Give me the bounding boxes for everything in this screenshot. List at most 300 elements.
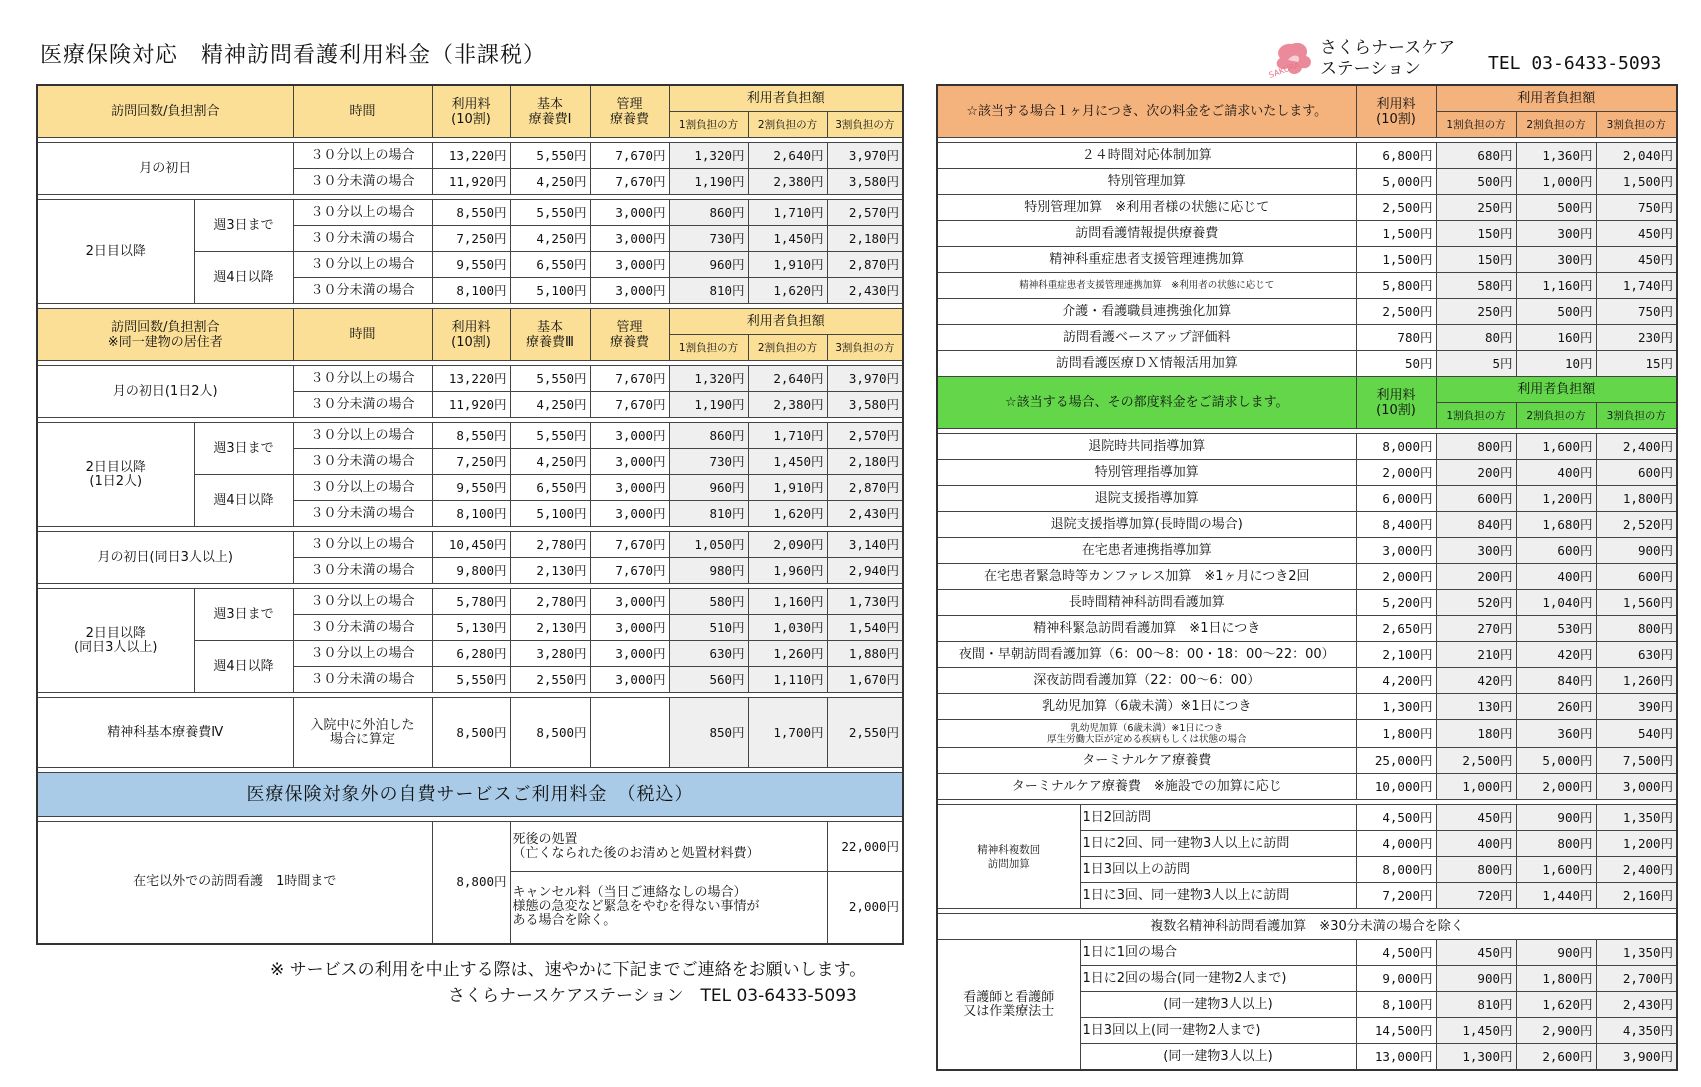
basic4-base: 8,500円 xyxy=(510,698,590,768)
mgmt-value: 3,000円 xyxy=(590,501,669,527)
burden-1-value: 1,190円 xyxy=(669,392,748,418)
burden-2-value: 360円 xyxy=(1516,720,1596,748)
fee-value: 5,780円 xyxy=(432,589,510,615)
burden-2-value: 1,960円 xyxy=(748,558,827,584)
group-day2-a: 2日目以降 xyxy=(37,200,194,304)
burden-1-value: 560円 xyxy=(669,667,748,693)
time-label: ３０分未満の場合 xyxy=(293,392,432,418)
burden-2-value: 2,640円 xyxy=(748,366,827,392)
burden-1-value: 630円 xyxy=(669,641,748,667)
fee-value: 5,550円 xyxy=(432,667,510,693)
base-value: 2,130円 xyxy=(510,615,590,641)
fee-item-label: 1日に2回、同一建物3人以上に訪問 xyxy=(1080,831,1356,857)
burden-2-value: 500円 xyxy=(1516,195,1596,221)
time-label: ３０分未満の場合 xyxy=(293,501,432,527)
burden-2-value: 2,380円 xyxy=(748,169,827,195)
burden-3-value: 2,180円 xyxy=(827,449,903,475)
base-value: 4,250円 xyxy=(510,392,590,418)
header-time-2: 時間 xyxy=(293,309,432,361)
burden-2-value: 1,160円 xyxy=(1516,273,1596,299)
burden-1-value: 860円 xyxy=(669,423,748,449)
time-label: ３０分未満の場合 xyxy=(293,226,432,252)
base-value: 5,550円 xyxy=(510,423,590,449)
burden-1-value: 180円 xyxy=(1436,720,1516,748)
burden-3-value: 450円 xyxy=(1596,221,1677,247)
base-value: 2,130円 xyxy=(510,558,590,584)
burden-2-value: 500円 xyxy=(1516,299,1596,325)
burden-1-value: 1,300円 xyxy=(1436,1044,1516,1071)
burden-1-value: 580円 xyxy=(1436,273,1516,299)
burden-3-value: 800円 xyxy=(1596,616,1677,642)
burden-3-value: 2,430円 xyxy=(827,278,903,304)
section-fee-header-monthly: 利用料 (10割) xyxy=(1356,85,1436,138)
burden-1-value: 860円 xyxy=(669,200,748,226)
mgmt-value: 3,000円 xyxy=(590,226,669,252)
fee-value: 1,800円 xyxy=(1356,720,1436,748)
section-b3-header-monthly: 3割負担の方 xyxy=(1596,112,1677,138)
left-fee-table xyxy=(36,84,904,945)
burden-3-value: 1,560円 xyxy=(1596,590,1677,616)
burden-2-value: 400円 xyxy=(1516,564,1596,590)
burden-1-value: 510円 xyxy=(669,615,748,641)
fee-value: 780円 xyxy=(1356,325,1436,351)
brand-tel: TEL 03-6433-5093 xyxy=(1488,53,1662,74)
basic4-b2: 1,700円 xyxy=(748,698,827,768)
burden-1-value: 210円 xyxy=(1436,642,1516,668)
time-label: ３０分以上の場合 xyxy=(293,143,432,169)
burden-1-value: 520円 xyxy=(1436,590,1516,616)
mgmt-value: 3,000円 xyxy=(590,667,669,693)
burden-2-value: 1,910円 xyxy=(748,475,827,501)
burden-3-value: 1,880円 xyxy=(827,641,903,667)
svg-text:SAKURA: SAKURA xyxy=(1267,60,1302,80)
burden-3-value: 390円 xyxy=(1596,694,1677,720)
burden-3-value: 2,870円 xyxy=(827,252,903,278)
header-b2-2: 2割負担の方 xyxy=(748,335,827,361)
burden-2-value: 2,640円 xyxy=(748,143,827,169)
burden-2-value: 10円 xyxy=(1516,351,1596,377)
burden-1-value: 810円 xyxy=(669,501,748,527)
fee-value: 4,000円 xyxy=(1356,831,1436,857)
mgmt-value: 3,000円 xyxy=(590,615,669,641)
burden-2-value: 1,260円 xyxy=(748,641,827,667)
burden-3-value: 2,520円 xyxy=(1596,512,1677,538)
burden-2-value: 1,040円 xyxy=(1516,590,1596,616)
brand-name xyxy=(1320,38,1455,80)
burden-1-value: 810円 xyxy=(1436,992,1516,1018)
header-mgmt-1: 管理 療養費 xyxy=(590,85,669,138)
fee-item-label: (同一建物3人以上) xyxy=(1080,992,1356,1018)
fee-value: 10,000円 xyxy=(1356,774,1436,800)
fee-item-label: 特別管理指導加算 xyxy=(937,460,1356,486)
base-value: 5,550円 xyxy=(510,143,590,169)
burden-2-value: 900円 xyxy=(1516,805,1596,831)
burden-1-value: 150円 xyxy=(1436,247,1516,273)
note-line-1: ※ サービスの利用を中止する際は、速やかに下記までご連絡をお願いします。 xyxy=(270,960,867,980)
time-label: ３０分未満の場合 xyxy=(293,615,432,641)
burden-2-value: 1,800円 xyxy=(1516,966,1596,992)
burden-2-value: 1,710円 xyxy=(748,423,827,449)
burden-3-value: 1,200円 xyxy=(1596,831,1677,857)
time-label: ３０分以上の場合 xyxy=(293,423,432,449)
fee-value: 4,500円 xyxy=(1356,940,1436,966)
time-label: ３０分以上の場合 xyxy=(293,475,432,501)
burden-3-value: 1,500円 xyxy=(1596,169,1677,195)
burden-3-value: 750円 xyxy=(1596,299,1677,325)
group-first-day-c: 月の初日(同日3人以上) xyxy=(37,532,293,584)
notes xyxy=(270,957,866,1009)
mgmt-value: 3,000円 xyxy=(590,449,669,475)
burden-3-value: 1,540円 xyxy=(827,615,903,641)
burden-1-value: 980円 xyxy=(669,558,748,584)
group-first-day-b: 月の初日(1日2人) xyxy=(37,366,293,418)
base-value: 5,550円 xyxy=(510,366,590,392)
base-value: 4,250円 xyxy=(510,449,590,475)
burden-2-value: 160円 xyxy=(1516,325,1596,351)
burden-2-value: 1,360円 xyxy=(1516,143,1596,169)
mgmt-value: 3,000円 xyxy=(590,475,669,501)
base-value: 6,550円 xyxy=(510,252,590,278)
base-value: 2,550円 xyxy=(510,667,590,693)
burden-3-value: 450円 xyxy=(1596,247,1677,273)
self-pay-fee: 8,800円 xyxy=(432,822,510,944)
burden-1-value: 200円 xyxy=(1436,460,1516,486)
section-burden-header-each: 利用者負担額 xyxy=(1436,377,1677,403)
fee-value: 14,500円 xyxy=(1356,1018,1436,1044)
fee-value: 9,550円 xyxy=(432,475,510,501)
burden-2-value: 600円 xyxy=(1516,538,1596,564)
self-pay-item2-fee: 2,000円 xyxy=(827,872,903,944)
header-visit-2: 訪問回数/負担割合 ※同一建物の居住者 xyxy=(37,309,293,361)
fee-value: 6,280円 xyxy=(432,641,510,667)
mgmt-value: 3,000円 xyxy=(590,641,669,667)
fee-value: 10,450円 xyxy=(432,532,510,558)
burden-2-value: 2,090円 xyxy=(748,532,827,558)
brand-name-line2: ステーション xyxy=(1320,59,1421,79)
burden-1-value: 840円 xyxy=(1436,512,1516,538)
fee-value: 9,550円 xyxy=(432,252,510,278)
brand-name-line1: さくらナースケア xyxy=(1320,38,1456,58)
basic4-time: 入院中に外泊した 場合に算定 xyxy=(293,698,432,768)
burden-1-value: 2,500円 xyxy=(1436,748,1516,774)
fee-value: 13,000円 xyxy=(1356,1044,1436,1071)
mgmt-value: 7,670円 xyxy=(590,392,669,418)
burden-2-value: 1,000円 xyxy=(1516,169,1596,195)
burden-1-value: 1,320円 xyxy=(669,143,748,169)
fee-item-label: (同一建物3人以上) xyxy=(1080,1044,1356,1071)
burden-2-value: 2,000円 xyxy=(1516,774,1596,800)
fee-value: 2,650円 xyxy=(1356,616,1436,642)
fee-item-label: ２４時間対応体制加算 xyxy=(937,143,1356,169)
burden-3-value: 2,940円 xyxy=(827,558,903,584)
fee-value: 4,500円 xyxy=(1356,805,1436,831)
burden-3-value: 1,800円 xyxy=(1596,486,1677,512)
burden-2-value: 1,160円 xyxy=(748,589,827,615)
section-b3-header-each: 3割負担の方 xyxy=(1596,403,1677,429)
burden-3-value: 15円 xyxy=(1596,351,1677,377)
burden-3-value: 3,970円 xyxy=(827,143,903,169)
base-value: 5,550円 xyxy=(510,200,590,226)
multi-visit-group: 精神科複数回 訪問加算 xyxy=(937,805,1080,909)
fee-item-label: 退院時共同指導加算 xyxy=(937,434,1356,460)
burden-3-value: 3,000円 xyxy=(1596,774,1677,800)
fee-item-label: 在宅患者緊急時等カンファレス加算 ※1ヶ月につき2回 xyxy=(937,564,1356,590)
burden-1-value: 400円 xyxy=(1436,831,1516,857)
header-burden-1: 利用者負担額 xyxy=(669,85,903,112)
group-day2-b: 2日目以降 (1日2人) xyxy=(37,423,194,527)
time-label: ３０分未満の場合 xyxy=(293,558,432,584)
self-pay-item2: キャンセル料（当日ご連絡なしの場合） 様態の急変など緊急をやむを得ない事情が ある場合を除く。 xyxy=(510,872,827,944)
burden-1-value: 130円 xyxy=(1436,694,1516,720)
fee-value: 9,800円 xyxy=(432,558,510,584)
self-pay-item1-fee: 22,000円 xyxy=(827,822,903,872)
burden-2-value: 2,900円 xyxy=(1516,1018,1596,1044)
self-pay-label: 在宅以外での訪問看護 1時間まで xyxy=(37,822,432,944)
burden-1-value: 680円 xyxy=(1436,143,1516,169)
fee-item-label: 特別管理加算 ※利用者様の状態に応じて xyxy=(937,195,1356,221)
group-w4-a: 週4日以降 xyxy=(194,252,293,304)
burden-2-value: 1,440円 xyxy=(1516,883,1596,909)
fee-value: 7,200円 xyxy=(1356,883,1436,909)
burden-1-value: 960円 xyxy=(669,252,748,278)
time-label: ３０分以上の場合 xyxy=(293,589,432,615)
page-title: 医療保険対応 精神訪問看護利用料金（非課税） xyxy=(40,43,547,68)
header-mgmt-2: 管理 療養費 xyxy=(590,309,669,361)
burden-1-value: 5円 xyxy=(1436,351,1516,377)
burden-3-value: 1,260円 xyxy=(1596,668,1677,694)
burden-3-value: 1,740円 xyxy=(1596,273,1677,299)
burden-2-value: 1,600円 xyxy=(1516,857,1596,883)
burden-3-value: 630円 xyxy=(1596,642,1677,668)
header-b3-1: 3割負担の方 xyxy=(827,112,903,138)
fee-value: 6,800円 xyxy=(1356,143,1436,169)
mgmt-value: 3,000円 xyxy=(590,423,669,449)
fee-item-label: 1日2回訪問 xyxy=(1080,805,1356,831)
burden-3-value: 2,570円 xyxy=(827,423,903,449)
base-value: 4,250円 xyxy=(510,226,590,252)
self-pay-item1: 死後の処置 （亡くなられた後のお清めと処置材料費） xyxy=(510,822,827,872)
mgmt-value: 7,670円 xyxy=(590,169,669,195)
burden-1-value: 270円 xyxy=(1436,616,1516,642)
burden-2-value: 2,380円 xyxy=(748,392,827,418)
burden-3-value: 1,350円 xyxy=(1596,940,1677,966)
section-b2-header-monthly: 2割負担の方 xyxy=(1516,112,1596,138)
time-label: ３０分以上の場合 xyxy=(293,200,432,226)
burden-1-value: 1,190円 xyxy=(669,169,748,195)
burden-2-value: 1,200円 xyxy=(1516,486,1596,512)
burden-2-value: 1,910円 xyxy=(748,252,827,278)
fee-item-label: ターミナルケア療養費 ※施設での加算に応じ xyxy=(937,774,1356,800)
burden-3-value: 4,350円 xyxy=(1596,1018,1677,1044)
fee-item-label: 長時間精神科訪問看護加算 xyxy=(937,590,1356,616)
time-label: ３０分未満の場合 xyxy=(293,449,432,475)
burden-3-value: 2,160円 xyxy=(1596,883,1677,909)
time-label: ３０分以上の場合 xyxy=(293,641,432,667)
section-title-monthly: ☆該当する場合１ヶ月につき、次の料金をご請求いたします。 xyxy=(937,85,1356,138)
fee-value: 1,500円 xyxy=(1356,247,1436,273)
fee-value: 8,400円 xyxy=(1356,512,1436,538)
fee-value: 25,000円 xyxy=(1356,748,1436,774)
fee-item-label: 精神科重症患者支援管理連携加算 ※利用者の状態に応じて xyxy=(937,273,1356,299)
burden-3-value: 600円 xyxy=(1596,564,1677,590)
burden-2-value: 1,680円 xyxy=(1516,512,1596,538)
fee-value: 8,550円 xyxy=(432,423,510,449)
group-first-day-a: 月の初日 xyxy=(37,143,293,195)
time-label: ３０分未満の場合 xyxy=(293,667,432,693)
burden-3-value: 900円 xyxy=(1596,538,1677,564)
group-day2-c: 2日目以降 (同日3人以上) xyxy=(37,589,194,693)
fee-value: 8,100円 xyxy=(1356,992,1436,1018)
burden-2-value: 1,450円 xyxy=(748,226,827,252)
fee-value: 7,250円 xyxy=(432,449,510,475)
mgmt-value: 3,000円 xyxy=(590,278,669,304)
fee-value: 9,000円 xyxy=(1356,966,1436,992)
burden-1-value: 150円 xyxy=(1436,221,1516,247)
burden-1-value: 420円 xyxy=(1436,668,1516,694)
fee-item-label: 1日3回以上の訪問 xyxy=(1080,857,1356,883)
burden-3-value: 540円 xyxy=(1596,720,1677,748)
fee-value: 5,800円 xyxy=(1356,273,1436,299)
burden-1-value: 730円 xyxy=(669,449,748,475)
plural-title: 複数名精神科訪問看護加算 ※30分未満の場合を除く xyxy=(937,914,1677,940)
burden-3-value: 2,430円 xyxy=(827,501,903,527)
header-fee-2: 利用料 (10割) xyxy=(432,309,510,361)
burden-2-value: 400円 xyxy=(1516,460,1596,486)
header-b2-1: 2割負担の方 xyxy=(748,112,827,138)
group-w4-b: 週4日以降 xyxy=(194,475,293,527)
burden-3-value: 2,870円 xyxy=(827,475,903,501)
burden-1-value: 250円 xyxy=(1436,195,1516,221)
fee-value: 11,920円 xyxy=(432,169,510,195)
right-fee-table xyxy=(936,84,1678,1071)
burden-1-value: 730円 xyxy=(669,226,748,252)
fee-item-label: 訪問看護医療ＤＸ情報活用加算 xyxy=(937,351,1356,377)
section-burden-header-monthly: 利用者負担額 xyxy=(1436,85,1677,112)
fee-value: 50円 xyxy=(1356,351,1436,377)
burden-2-value: 2,600円 xyxy=(1516,1044,1596,1071)
fee-value: 4,200円 xyxy=(1356,668,1436,694)
fee-value: 8,550円 xyxy=(432,200,510,226)
burden-1-value: 200円 xyxy=(1436,564,1516,590)
note-line-2: さくらナースケアステーション TEL 03-6433-5093 xyxy=(448,986,857,1006)
header-b1-1: 1割負担の方 xyxy=(669,112,748,138)
self-pay-title: 医療保険対象外の自費サービスご利用料金 （税込） xyxy=(37,773,903,817)
burden-3-value: 3,900円 xyxy=(1596,1044,1677,1071)
fee-item-label: 退院支援指導加算 xyxy=(937,486,1356,512)
fee-value: 5,000円 xyxy=(1356,169,1436,195)
fee-value: 1,500円 xyxy=(1356,221,1436,247)
burden-2-value: 420円 xyxy=(1516,642,1596,668)
fee-item-label: 介護・看護職員連携強化加算 xyxy=(937,299,1356,325)
header-base-1: 基本 療養費Ⅰ xyxy=(510,85,590,138)
burden-1-value: 580円 xyxy=(669,589,748,615)
basic4-b1: 850円 xyxy=(669,698,748,768)
burden-1-value: 720円 xyxy=(1436,883,1516,909)
fee-item-label: 精神科緊急訪問看護加算 ※1日につき xyxy=(937,616,1356,642)
burden-1-value: 1,000円 xyxy=(1436,774,1516,800)
burden-2-value: 1,600円 xyxy=(1516,434,1596,460)
burden-2-value: 1,710円 xyxy=(748,200,827,226)
burden-3-value: 1,670円 xyxy=(827,667,903,693)
burden-1-value: 600円 xyxy=(1436,486,1516,512)
fee-value: 7,250円 xyxy=(432,226,510,252)
fee-item-label: ターミナルケア療養費 xyxy=(937,748,1356,774)
burden-3-value: 7,500円 xyxy=(1596,748,1677,774)
base-value: 6,550円 xyxy=(510,475,590,501)
fee-value: 2,100円 xyxy=(1356,642,1436,668)
section-b1-header-monthly: 1割負担の方 xyxy=(1436,112,1516,138)
time-label: ３０分未満の場合 xyxy=(293,169,432,195)
basic4-b3: 2,550円 xyxy=(827,698,903,768)
fee-item-label: 夜間・早朝訪問看護加算（6：00～8：00・18：00～22：00） xyxy=(937,642,1356,668)
burden-3-value: 230円 xyxy=(1596,325,1677,351)
fee-value: 5,200円 xyxy=(1356,590,1436,616)
burden-1-value: 960円 xyxy=(669,475,748,501)
burden-3-value: 3,580円 xyxy=(827,392,903,418)
fee-item-label: 精神科重症患者支援管理連携加算 xyxy=(937,247,1356,273)
burden-3-value: 750円 xyxy=(1596,195,1677,221)
burden-3-value: 2,570円 xyxy=(827,200,903,226)
section-b2-header-each: 2割負担の方 xyxy=(1516,403,1596,429)
burden-2-value: 840円 xyxy=(1516,668,1596,694)
fee-item-label: 特別管理加算 xyxy=(937,169,1356,195)
fee-item-label: 訪問看護情報提供療養費 xyxy=(937,221,1356,247)
base-value: 4,250円 xyxy=(510,169,590,195)
mgmt-value: 3,000円 xyxy=(590,252,669,278)
burden-2-value: 1,110円 xyxy=(748,667,827,693)
fee-item-label: 乳幼児加算（6歳未満）※1日につき 厚生労働大臣が定める疾病もしくは状態の場合 xyxy=(937,720,1356,748)
fee-value: 8,100円 xyxy=(432,501,510,527)
fee-value: 2,500円 xyxy=(1356,299,1436,325)
burden-1-value: 450円 xyxy=(1436,805,1516,831)
burden-3-value: 2,700円 xyxy=(1596,966,1677,992)
burden-1-value: 450円 xyxy=(1436,940,1516,966)
burden-1-value: 1,320円 xyxy=(669,366,748,392)
burden-1-value: 300円 xyxy=(1436,538,1516,564)
fee-value: 5,130円 xyxy=(432,615,510,641)
section-b1-header-each: 1割負担の方 xyxy=(1436,403,1516,429)
fee-value: 2,000円 xyxy=(1356,460,1436,486)
header-b1-2: 1割負担の方 xyxy=(669,335,748,361)
burden-3-value: 2,400円 xyxy=(1596,434,1677,460)
group-w3-b: 週3日まで xyxy=(194,423,293,475)
fee-value: 3,000円 xyxy=(1356,538,1436,564)
time-label: ３０分以上の場合 xyxy=(293,532,432,558)
burden-2-value: 900円 xyxy=(1516,940,1596,966)
mgmt-value: 7,670円 xyxy=(590,532,669,558)
fee-value: 13,220円 xyxy=(432,143,510,169)
fee-item-label: 退院支援指導加算(長時間の場合) xyxy=(937,512,1356,538)
header-time-1: 時間 xyxy=(293,85,432,138)
burden-3-value: 2,040円 xyxy=(1596,143,1677,169)
time-label: ３０分以上の場合 xyxy=(293,366,432,392)
burden-3-value: 3,970円 xyxy=(827,366,903,392)
burden-2-value: 800円 xyxy=(1516,831,1596,857)
fee-value: 1,300円 xyxy=(1356,694,1436,720)
burden-3-value: 3,580円 xyxy=(827,169,903,195)
basic4-mgmt xyxy=(590,698,669,768)
mgmt-value: 7,670円 xyxy=(590,558,669,584)
fee-value: 11,920円 xyxy=(432,392,510,418)
burden-2-value: 300円 xyxy=(1516,221,1596,247)
burden-2-value: 1,620円 xyxy=(748,501,827,527)
fee-item-label: 乳幼児加算（6歳未満）※1日につき xyxy=(937,694,1356,720)
fee-item-label: 1日3回以上(同一建物2人まで) xyxy=(1080,1018,1356,1044)
fee-item-label: 訪問看護ベースアップ評価料 xyxy=(937,325,1356,351)
burden-3-value: 2,180円 xyxy=(827,226,903,252)
base-value: 3,280円 xyxy=(510,641,590,667)
mgmt-value: 7,670円 xyxy=(590,143,669,169)
